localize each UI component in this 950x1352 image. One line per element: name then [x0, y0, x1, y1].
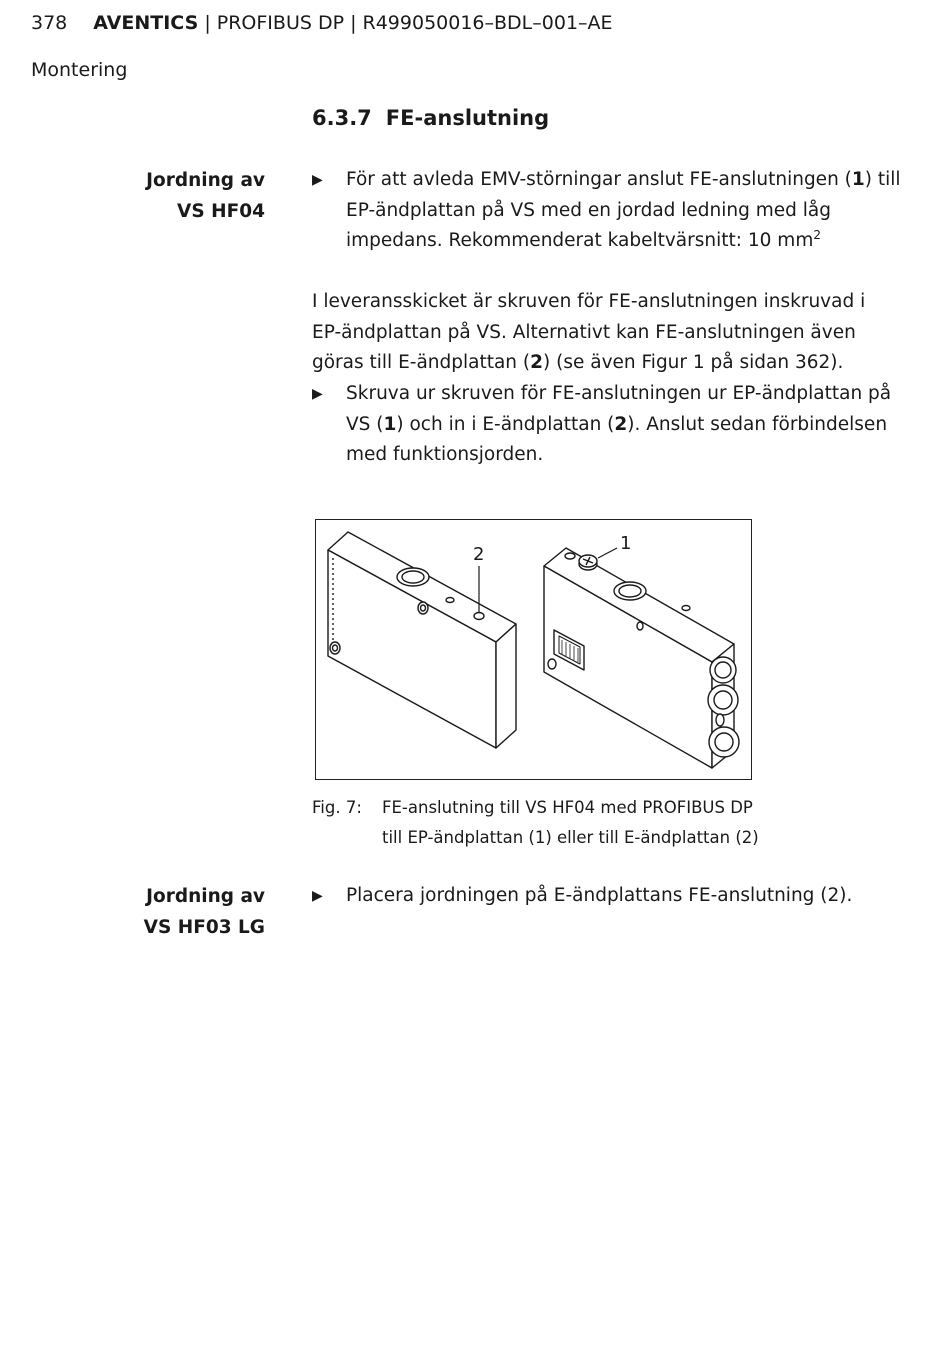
text-line: EP-ändplattan på VS med en jordad ledning med låg	[346, 199, 832, 221]
caption-line: FE-anslutning till VS HF04 med PROFIBUS DP	[382, 798, 753, 817]
section-heading	[312, 106, 549, 130]
text-line: göras till E-ändplattan (2) (se även Figur 1 på sidan 362).	[312, 352, 844, 373]
brand-name: AVENTICS	[93, 12, 199, 34]
figure-caption-label: Fig. 7:	[312, 798, 362, 817]
text-line: I leveransskicket är skruven för FE-anslutningen inskruvad i	[312, 291, 866, 312]
callout-2: 2	[473, 544, 485, 565]
side-heading-hf04	[60, 165, 265, 227]
e-plate-side	[496, 624, 516, 748]
side-heading-line: Jordning av	[146, 886, 265, 907]
callout-1: 1	[620, 533, 632, 554]
end-plates-illustration	[316, 520, 750, 778]
figure-caption	[382, 793, 759, 853]
body-paragraph	[312, 287, 892, 379]
text-line: För att avleda EMV-störningar anslut FE-anslutningen (1) till	[346, 169, 901, 190]
caption-line: till EP-ändplattan (1) eller till E-ändplattan (2)	[382, 828, 759, 847]
side-heading-line: VS HF04	[177, 201, 265, 222]
text-line: EP-ändplattan på VS. Alternativt kan FE-anslutningen även	[312, 321, 856, 343]
figure-frame	[315, 519, 752, 780]
section-number: 6.3.7	[312, 106, 372, 130]
text-line: impedans. Rekommenderat kabeltvärsnitt: 10 $mm^2$	[346, 227, 821, 251]
bullet-marker: ▶	[312, 888, 323, 904]
text-line: med funktionsjorden.	[346, 444, 544, 465]
chapter-title: Montering	[31, 59, 128, 81]
text-line: Skruva ur skruven för FE-anslutningen ur EP-ändplattan på	[346, 383, 892, 404]
text-line: Placera jordningen på E-ändplattans FE-anslutning (2).	[346, 885, 853, 906]
bullet-marker: ▶	[312, 386, 323, 402]
bullet-marker: ▶	[312, 172, 323, 188]
page-number: 378	[31, 12, 68, 34]
running-header	[31, 12, 613, 34]
document-id: | PROFIBUS DP | R499050016–BDL–001–AE	[198, 12, 613, 34]
bullet-item-3	[346, 881, 896, 912]
text-line: VS (1) och in i E-ändplattan (2). Anslut sedan förbindelsen	[346, 413, 888, 435]
bullet-item-2	[346, 379, 896, 471]
side-heading-line: VS HF03 LG	[143, 917, 265, 938]
side-heading-line: Jordning av	[146, 170, 265, 191]
side-heading-hf03	[60, 881, 265, 943]
section-title: FE-anslutning	[385, 106, 550, 130]
bullet-item-1	[346, 165, 901, 257]
